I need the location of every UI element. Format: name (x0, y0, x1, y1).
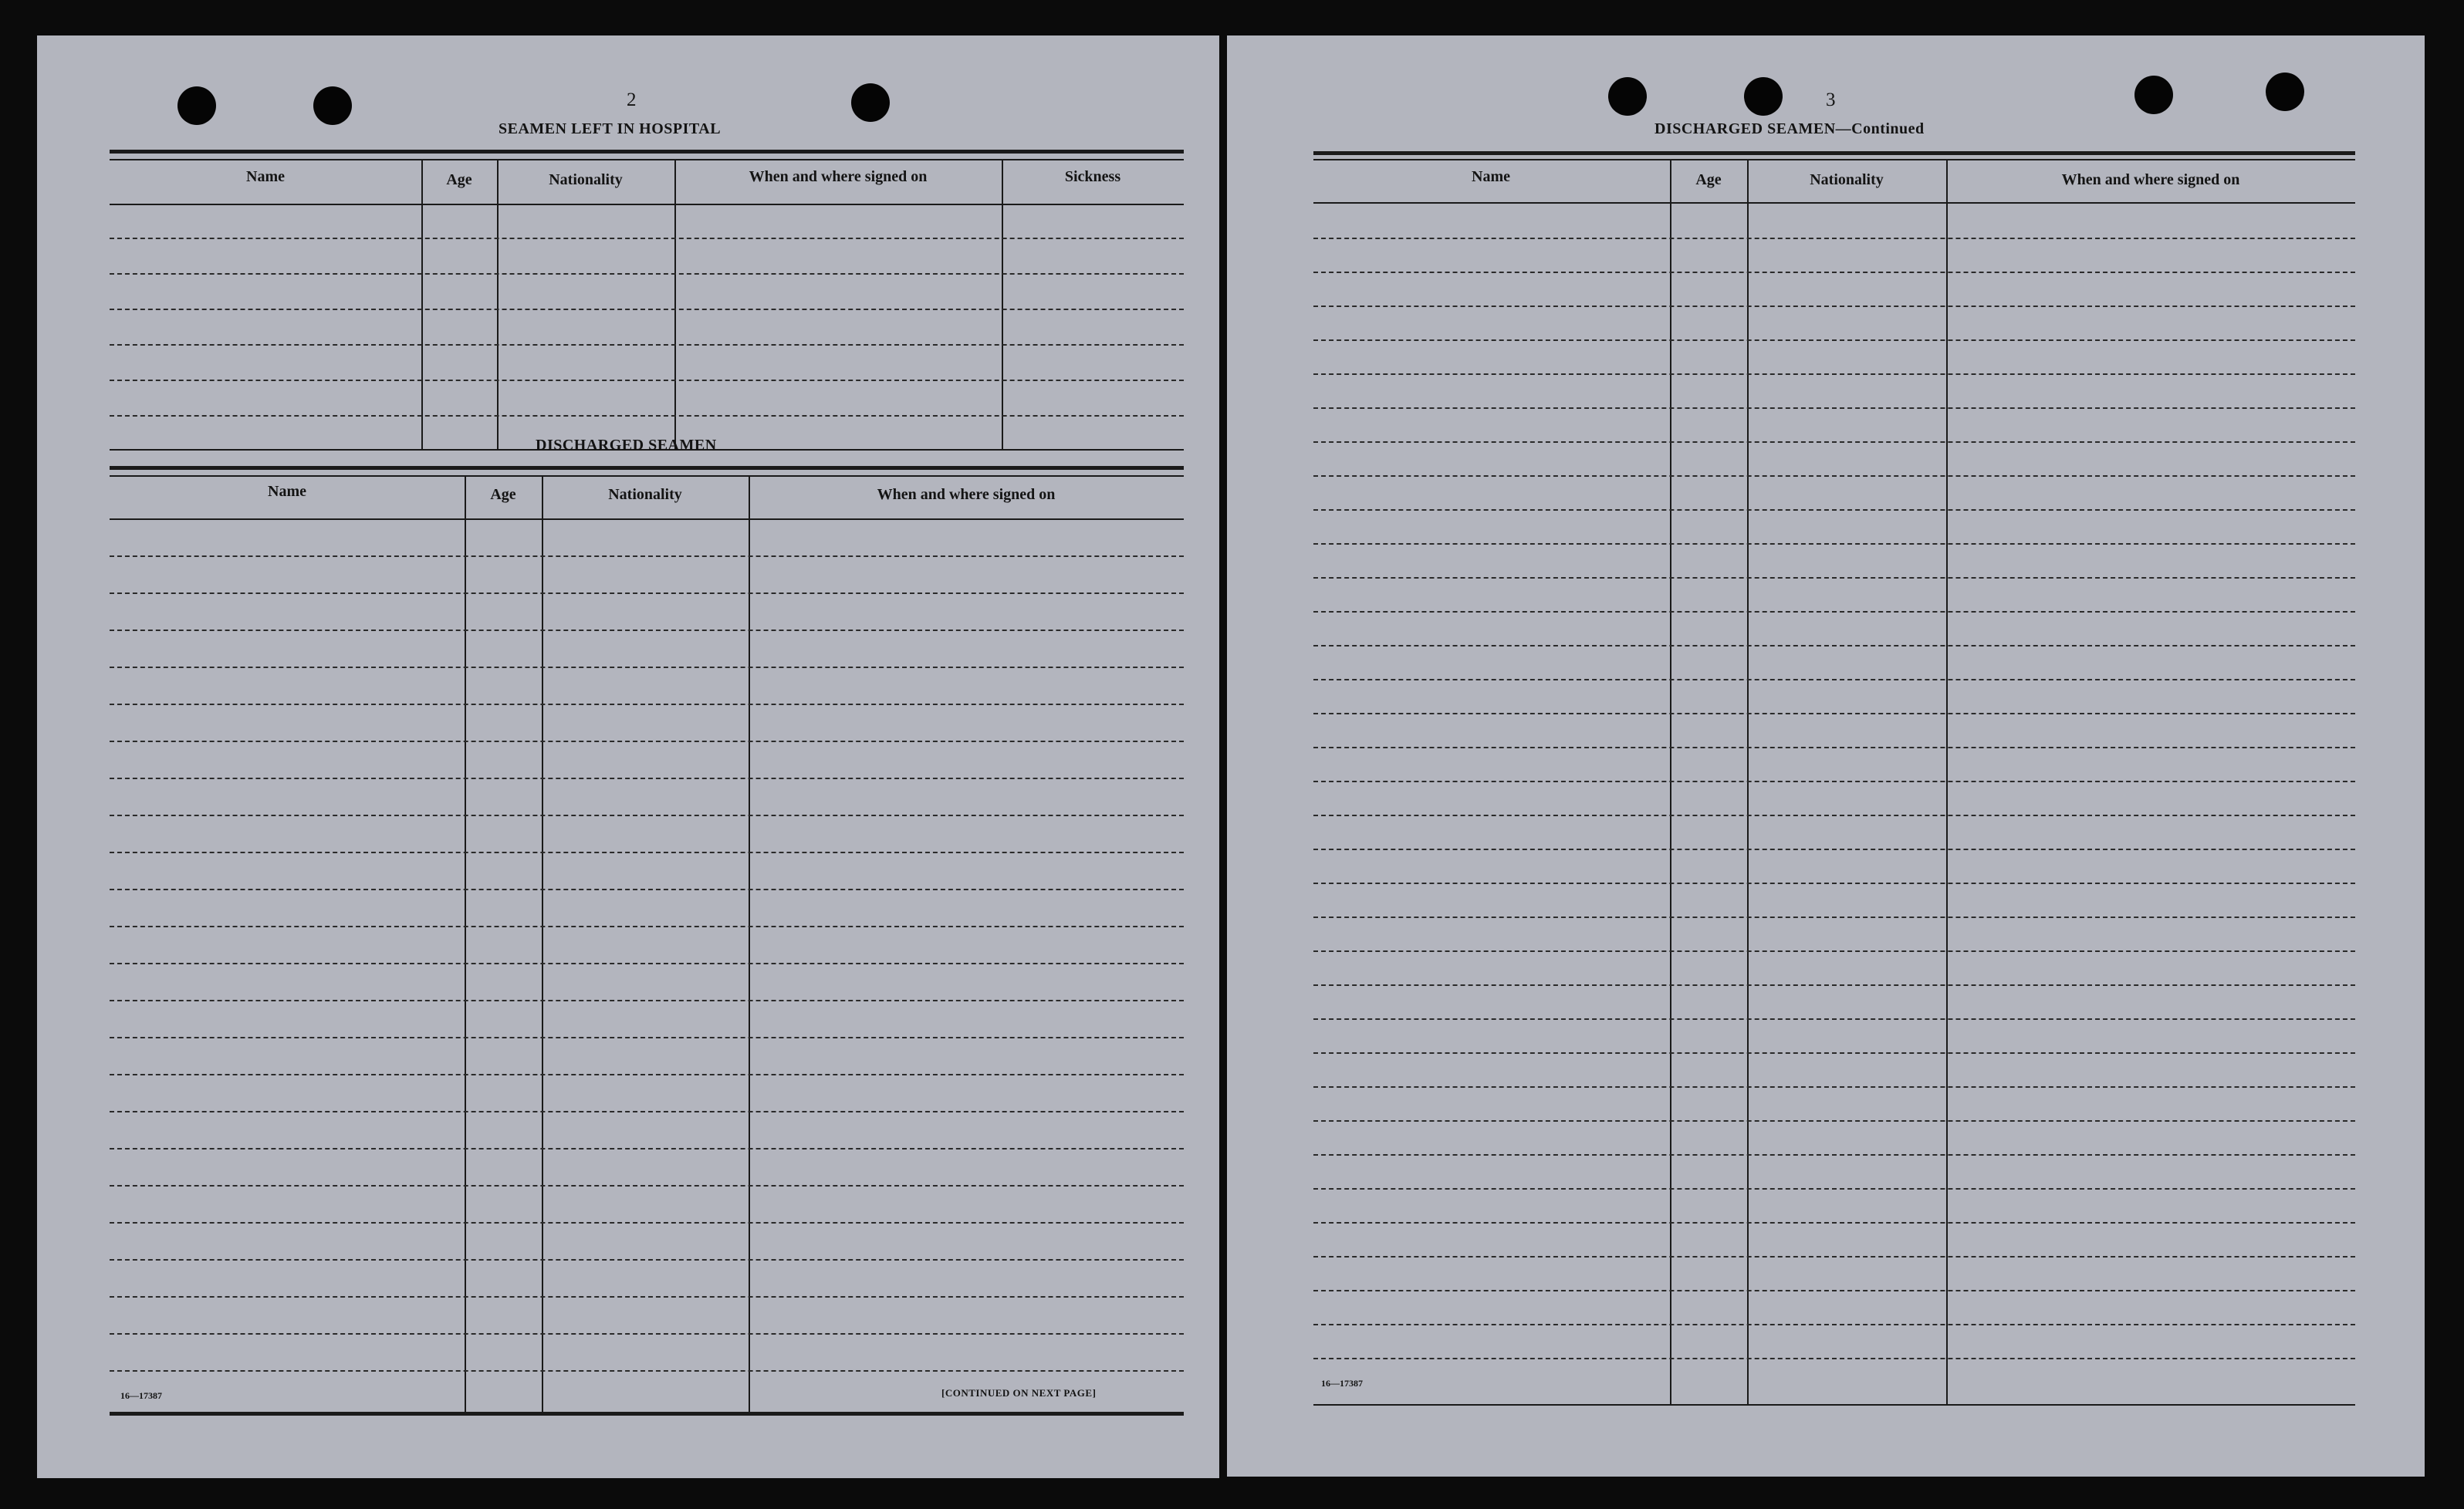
punch-hole (2134, 76, 2173, 114)
discharged-col-age: Age (490, 486, 516, 503)
form-number: 16—17387 (120, 1390, 162, 1401)
hospital-col-name: Name (246, 168, 285, 185)
punch-hole (2266, 73, 2304, 111)
continued-col-nationality: Nationality (1810, 171, 1884, 188)
hospital-section-title: SEAMEN LEFT IN HOSPITAL (499, 120, 722, 137)
discharged-col-signed-on: When and where signed on (877, 486, 1056, 503)
punch-hole (1744, 77, 1783, 116)
punch-hole (313, 86, 352, 125)
right-page (1227, 35, 2425, 1477)
hospital-col-sickness: Sickness (1064, 168, 1121, 185)
continued-col-name: Name (1472, 168, 1510, 185)
continued-col-age: Age (1695, 171, 1722, 188)
hospital-col-age: Age (446, 171, 472, 188)
discharged-section-title: DISCHARGED SEAMEN (536, 437, 717, 454)
discharged-col-nationality: Nationality (608, 486, 682, 503)
punch-hole (1608, 77, 1647, 116)
form-number: 16—17387 (1321, 1378, 1363, 1389)
discharged-continued-title: DISCHARGED SEAMEN—Continued (1654, 120, 1925, 137)
page-number: 2 (627, 89, 637, 110)
continued-note: [CONTINUED ON NEXT PAGE] (941, 1387, 1097, 1399)
continued-col-signed-on: When and where signed on (2061, 171, 2240, 188)
punch-hole (177, 86, 216, 125)
hospital-col-signed-on: When and where signed on (749, 168, 928, 185)
left-page (37, 35, 1219, 1478)
hospital-col-nationality: Nationality (549, 171, 623, 188)
punch-hole (851, 83, 890, 122)
page-number: 3 (1826, 89, 1836, 110)
discharged-col-name: Name (268, 483, 306, 500)
